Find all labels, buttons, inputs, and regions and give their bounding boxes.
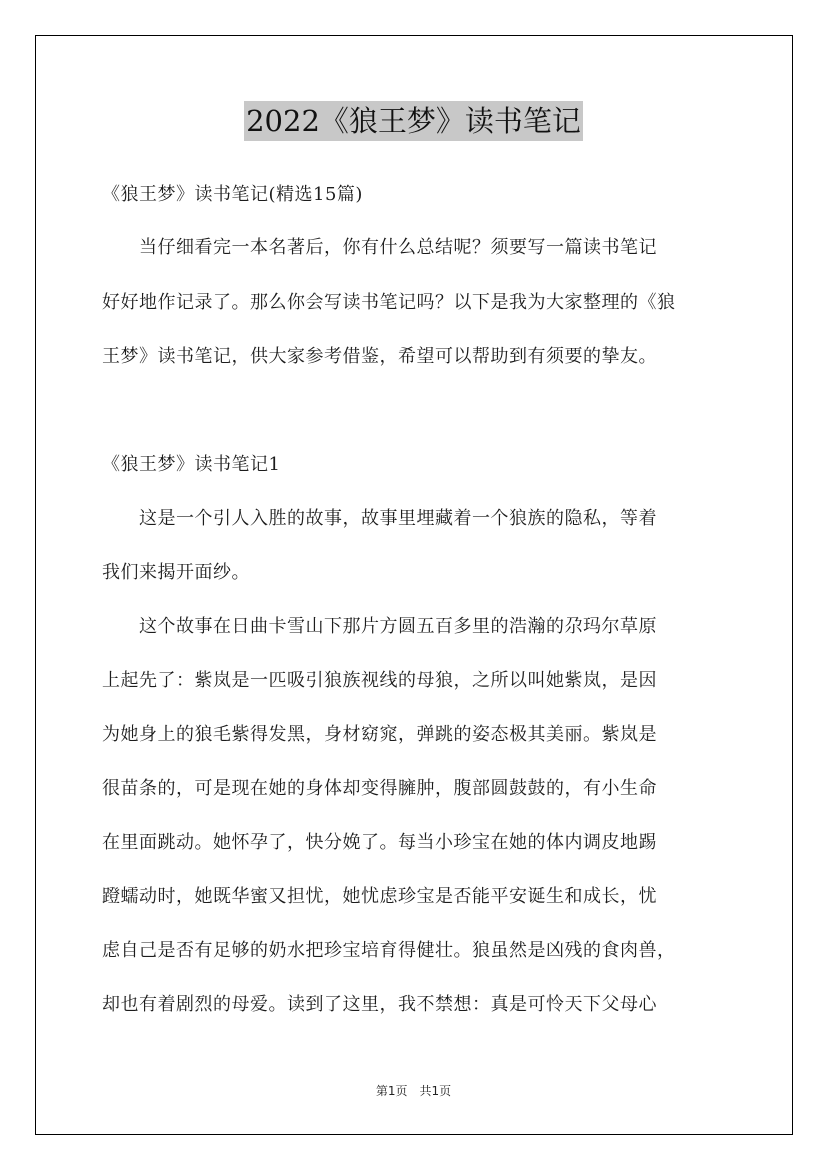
paragraph-line: 却也有着剧烈的母爱。读到了这里，我不禁想：真是可怜天下父母心	[102, 994, 657, 1015]
intro-line: 好好地作记录了。那么你会写读书笔记吗？以下是我为大家整理的《狼	[102, 292, 676, 313]
title-container	[0, 101, 827, 141]
section-heading: 《狼王梦》读书笔记1	[102, 454, 281, 475]
page-footer: 第1页 共1页	[375, 1084, 452, 1098]
document-title: 2022《狼王梦》读书笔记	[244, 101, 583, 141]
intro-line: 王梦》读书笔记，供大家参考借鉴，希望可以帮助到有须要的挚友。	[102, 346, 657, 367]
paragraph-line: 这是一个引人入胜的故事，故事里埋藏着一个狼族的隐私，等着	[102, 508, 657, 529]
intro-line: 当仔细看完一本名著后，你有什么总结呢？须要写一篇读书笔记	[102, 237, 657, 258]
document-subtitle: 《狼王梦》读书笔记(精选15篇)	[102, 184, 363, 205]
paragraph-line: 虑自己是否有足够的奶水把珍宝培育得健壮。狼虽然是凶残的食肉兽，	[102, 940, 676, 961]
paragraph-line: 为她身上的狼毛紫得发黑，身材窈窕，弹跳的姿态极其美丽。紫岚是	[102, 724, 657, 745]
paragraph-line: 蹬蠕动时，她既华蜜又担忧，她忧虑珍宝是否能平安诞生和成长，忧	[102, 886, 657, 907]
paragraph-line: 上起先了：紫岚是一匹吸引狼族视线的母狼，之所以叫她紫岚，是因	[102, 670, 657, 691]
paragraph-line: 很苗条的，可是现在她的身体却变得臃肿，腹部圆鼓鼓的，有小生命	[102, 778, 657, 799]
paragraph-line: 这个故事在日曲卡雪山下那片方圆五百多里的浩瀚的尕玛尔草原	[102, 616, 657, 637]
paragraph-line: 我们来揭开面纱。	[102, 562, 250, 583]
paragraph-line: 在里面跳动。她怀孕了，快分娩了。每当小珍宝在她的体内调皮地踢	[102, 832, 657, 853]
